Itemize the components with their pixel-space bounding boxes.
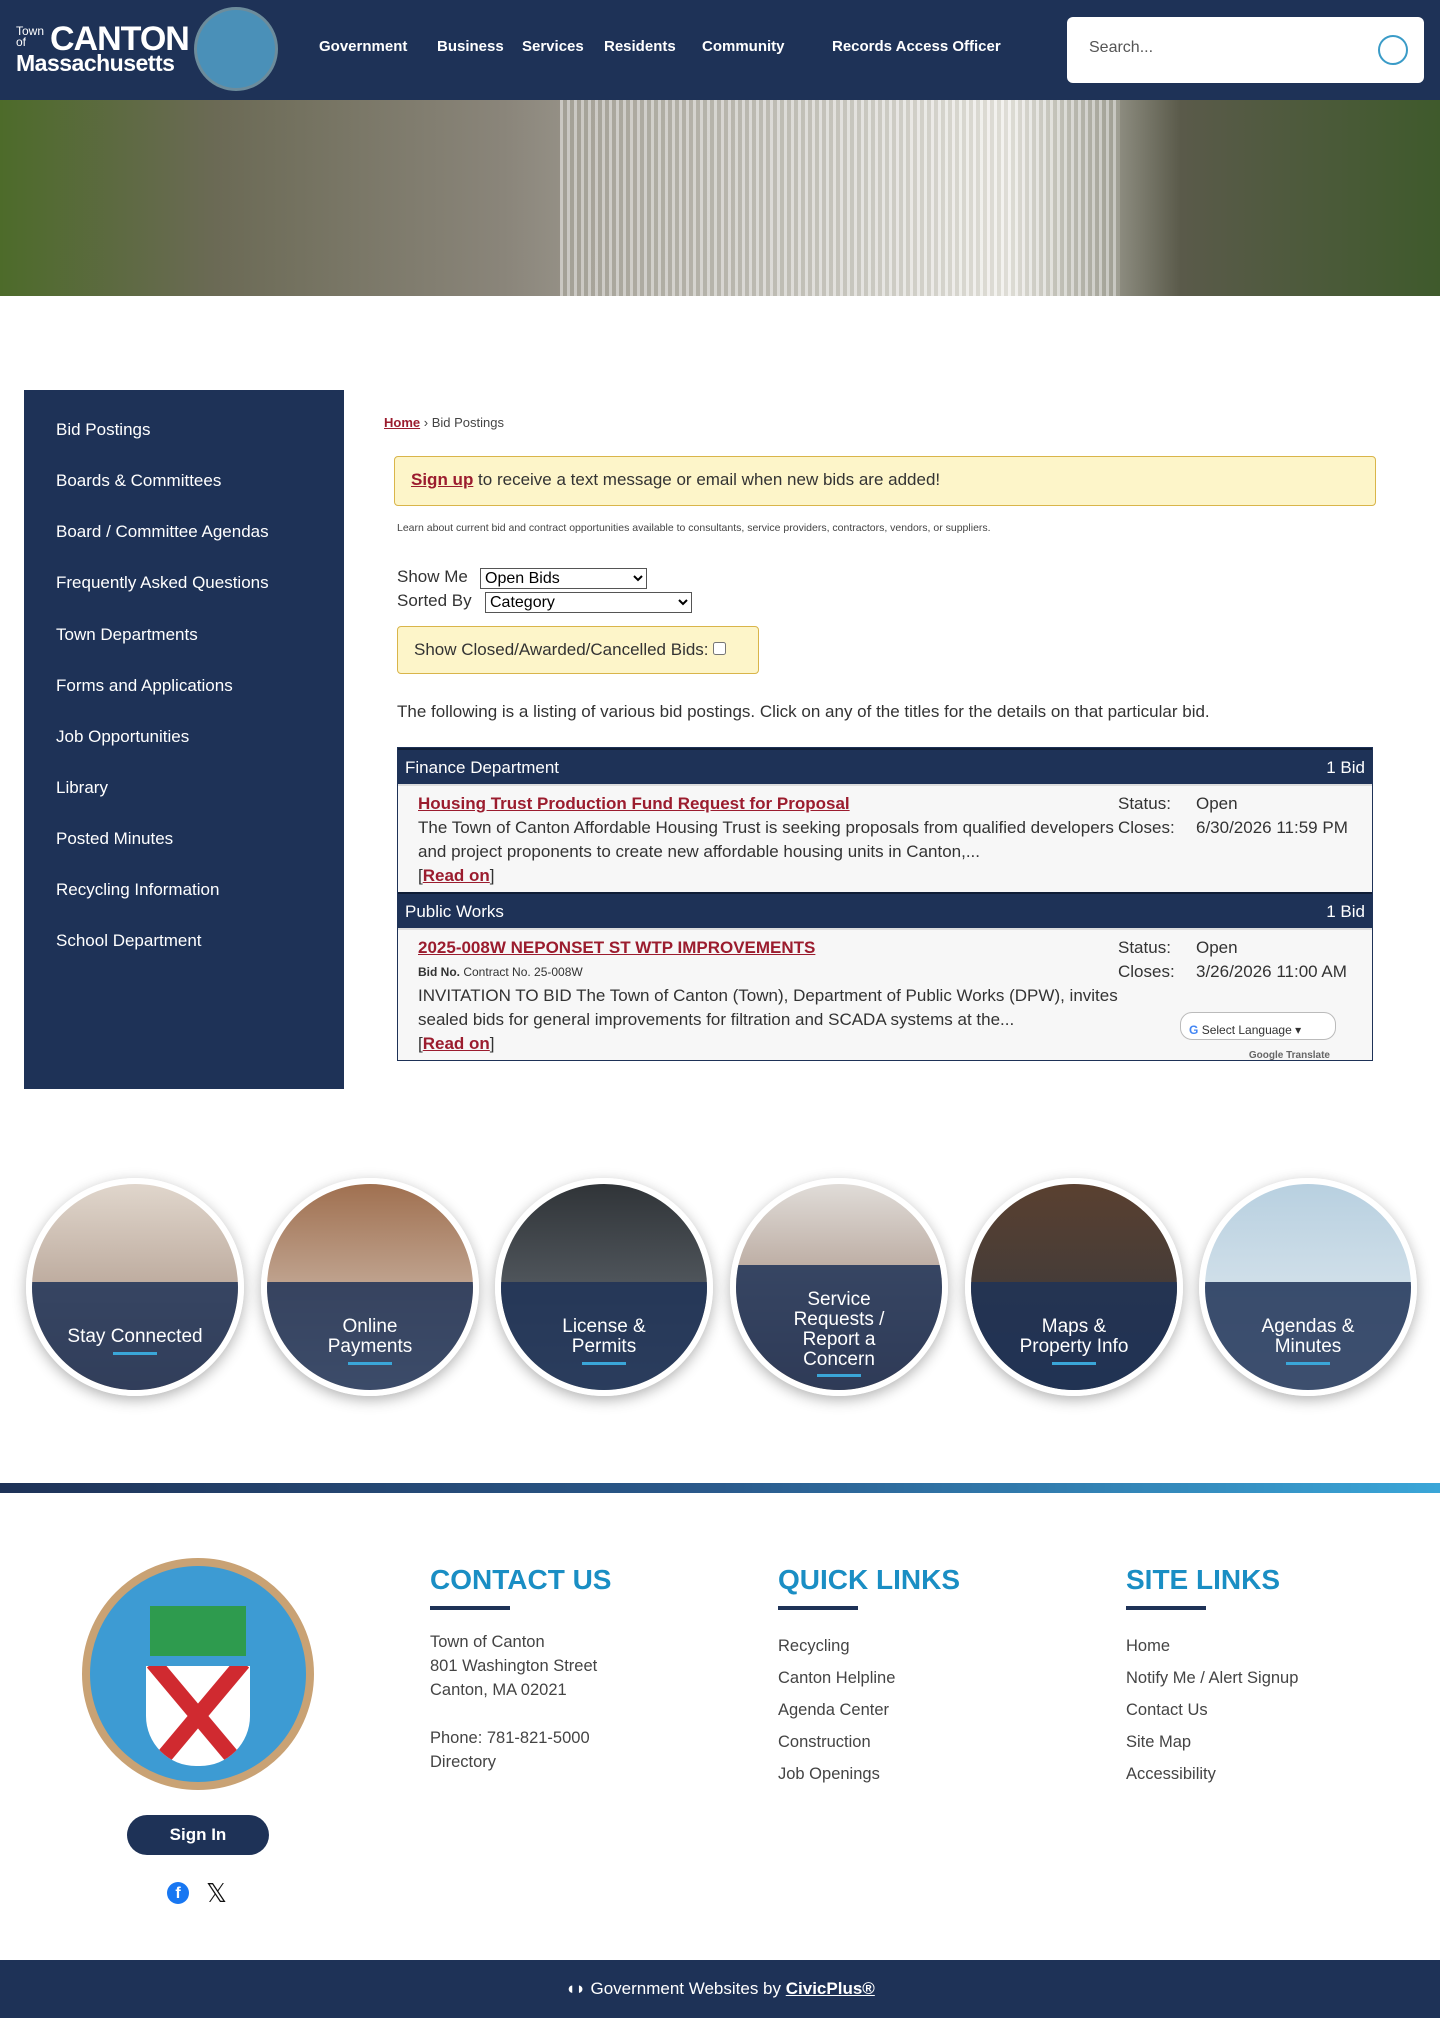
stay-connected-button[interactable] [26,1178,244,1396]
nav-business[interactable]: Business [437,38,504,55]
bid-no-label: Bid No. [418,965,460,979]
search-input[interactable] [1067,17,1424,83]
logo-state: Massachusetts [16,50,175,76]
status-value: Open [1196,938,1238,957]
show-closed-label: Show Closed/Awarded/Cancelled Bids: [414,640,709,659]
contact-address [430,1630,597,1774]
google-icon: G [1189,1023,1199,1037]
select-language-label: Select Language [1201,1023,1292,1037]
circle-label: Online Payments [327,1316,413,1357]
show-me-label: Show Me [397,567,468,586]
site-links-list [1126,1630,1298,1790]
alert-text: to receive a text message or email when new bids are added! [473,470,941,489]
sorted-by-label: Sorted By [397,591,472,610]
town-seal-logo [82,1558,314,1790]
phone-text[interactable]: Phone: 781-821-5000 [430,1729,590,1747]
directory-link[interactable]: Directory [430,1753,497,1771]
listing-text: The following is a listing of various bid postings. Click on any of the titles for the details on that particular bid. [397,702,1210,721]
show-me-select[interactable] [480,568,647,589]
select-language-dropdown[interactable]: G Select Language ▾ [1180,1012,1336,1040]
credit-text: Government Websites by [590,1979,786,1998]
bid-description: INVITATION TO BID The Town of Canton (Town), Department of Public Works (DPW), invites sealed bids for general improvements for filtration and SCADA systems at the... [418,986,1118,1029]
civicplus-link[interactable]: CivicPlus® [785,1979,875,1998]
sidebar-item-departments[interactable]: Town Departments [56,625,198,644]
online-payments-button[interactable] [261,1178,479,1396]
license-permits-button[interactable] [495,1178,713,1396]
breadcrumb-home[interactable]: Home [384,415,421,430]
footer-link-construction[interactable]: Construction [778,1733,871,1751]
address-line: 801 Washington Street [430,1657,598,1675]
category-header [398,892,1372,928]
nav-community[interactable]: Community [702,38,785,55]
sidebar-item-minutes[interactable]: Posted Minutes [56,829,174,848]
breadcrumb-sep: › [423,415,429,430]
nav-government[interactable]: Government [319,38,408,55]
sorted-by-select[interactable] [485,592,692,613]
quick-links-heading: QUICK LINKS [778,1564,960,1595]
closes-value: 3/26/2026 11:00 AM [1196,962,1347,981]
bid-item: Housing Trust Production Fund Request for Proposal The Town of Canton Affordable Housing Trust is seeking proposals from qualified developers and project proponents to create new affordable housing units in Canton,... [Read on] Status: Open Closes: 6/30/2026 11:59 PM [398,784,1372,892]
status-value: Open [1196,794,1238,813]
agendas-minutes-button[interactable] [1199,1178,1417,1396]
sidebar [24,390,344,1089]
x-twitter-icon[interactable]: 𝕏 [206,1878,227,1908]
sidebar-item-jobs[interactable]: Job Opportunities [56,727,190,746]
category-name: Finance Department [405,758,560,777]
footer-link-job-openings[interactable]: Job Openings [778,1765,880,1783]
address-line: Canton, MA 02021 [430,1681,567,1699]
circle-label: Service Requests / Report a Concern [793,1289,885,1370]
sign-up-link[interactable]: Sign up [411,470,474,489]
category-header [398,748,1372,784]
search-placeholder: Search... [1089,39,1154,56]
footer-link-notify-me[interactable]: Notify Me / Alert Signup [1126,1669,1299,1687]
waterfall-image [560,100,1120,296]
footer-link-recycling[interactable]: Recycling [778,1637,850,1655]
bid-item: 2025-008W NEPONSET ST WTP IMPROVEMENTS Bid No. Contract No. 25-008W INVITATION TO BID The Town of Canton (Town), Department of Public Works (DPW), invites sealed bids for general improvements for filtration and SCADA systems at the... [Read on] Status: Open Closes: 3/26/2026 11:00 AM G Select Language ▾ Google Translate [398,928,1372,1060]
circle-label: Stay Connected [67,1326,203,1347]
address-line: Town of Canton [430,1633,545,1651]
sidebar-item-school[interactable]: School Department [56,931,202,950]
nav-residents[interactable]: Residents [604,38,676,55]
contact-heading: CONTACT US [430,1564,612,1595]
logo-canton[interactable]: CANTON [50,20,189,58]
footer-link-accessibility[interactable]: Accessibility [1126,1765,1216,1783]
sign-in-button[interactable]: Sign In [127,1815,269,1855]
read-on-link[interactable]: Read on [422,866,490,885]
site-header [0,0,1440,100]
quick-links-list [778,1630,895,1790]
closes-label: Closes: [1118,818,1175,837]
heading-underline [778,1606,858,1610]
closes-label: Closes: [1118,962,1175,981]
sidebar-item-boards[interactable]: Boards & Committees [56,471,222,490]
footer-link-helpline[interactable]: Canton Helpline [778,1669,896,1687]
heading-underline [430,1606,510,1610]
footer-link-contact-us[interactable]: Contact Us [1126,1701,1208,1719]
footer-link-site-map[interactable]: Site Map [1126,1733,1192,1751]
show-closed-box [397,626,759,674]
circle-label: License & Permits [562,1316,646,1357]
bid-table [397,747,1373,1061]
circle-label: Agendas & Minutes [1261,1316,1355,1357]
sidebar-item-forms[interactable]: Forms and Applications [56,676,233,695]
footer-link-home[interactable]: Home [1126,1637,1171,1655]
show-closed-checkbox[interactable] [713,642,726,655]
breadcrumb-current: Bid Postings [431,415,504,430]
read-on-link[interactable]: Read on [422,1034,490,1053]
facebook-icon[interactable]: f [167,1882,189,1904]
bid-no-value: Contract No. 25-008W [463,965,583,979]
closes-value: 6/30/2026 11:59 PM [1196,818,1348,837]
intro-text: Learn about current bid and contract opportunities available to consultants, service providers, contractors, vendors, or suppliers. [397,522,991,534]
nav-records-access-officer[interactable]: Records Access Officer [832,38,1001,55]
site-links-heading: SITE LINKS [1126,1564,1281,1595]
civicplus-icon: ◖◗ [565,1979,586,1998]
heading-underline [1126,1606,1206,1610]
bid-title-link[interactable]: 2025-008W NEPONSET ST WTP IMPROVEMENTS [418,938,816,957]
circle-label: Maps & Property Info [1019,1316,1129,1357]
sidebar-item-faq[interactable]: Frequently Asked Questions [56,573,269,592]
status-label: Status: [1118,938,1171,957]
google-translate-credit[interactable]: Google Translate [1248,1050,1330,1061]
category-count: 1 Bid [1326,902,1365,921]
category-count: 1 Bid [1326,758,1365,777]
sidebar-item-library[interactable]: Library [56,778,108,797]
status-label: Status: [1118,794,1171,813]
town-seal-icon[interactable] [194,7,278,91]
sidebar-item-bid-postings[interactable]: Bid Postings [56,420,151,439]
breadcrumb [384,415,504,430]
bid-description: The Town of Canton Affordable Housing Trust is seeking proposals from qualified developers and project proponents to create new affordable housing units in Canton,... [418,818,1114,861]
footer-link-agenda-center[interactable]: Agenda Center [778,1701,889,1719]
nav-services[interactable]: Services [522,38,584,55]
sidebar-item-recycling[interactable]: Recycling Information [56,880,220,899]
category-name: Public Works [405,902,504,921]
maps-property-button[interactable] [965,1178,1183,1396]
sidebar-item-agendas[interactable]: Board / Committee Agendas [56,522,269,541]
service-requests-button[interactable] [730,1178,948,1396]
divider-bar [0,1483,1440,1493]
bid-title-link[interactable]: Housing Trust Production Fund Request for Proposal [418,794,850,813]
logo-town: Town of [16,24,45,49]
signup-alert [394,456,1376,506]
search-icon[interactable] [1378,35,1408,65]
bottom-bar [0,1960,1440,2018]
